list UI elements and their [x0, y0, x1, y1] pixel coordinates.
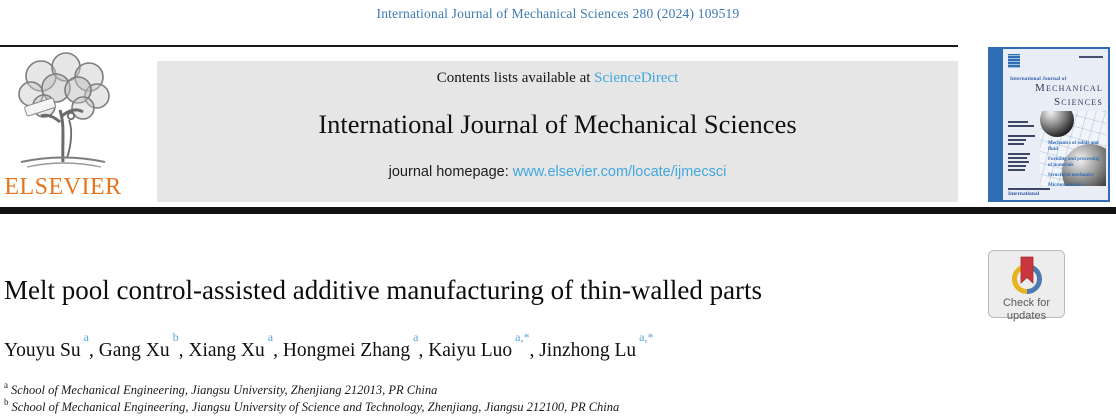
affiliation-text: School of Mechanical Engineering, Jiangsu University, Zhenjiang 212013, PR China	[11, 383, 438, 398]
cover-masthead	[1010, 77, 1103, 110]
author: Youyu Su$^a$,	[4, 330, 99, 361]
cover-topic: Mechanics of solids and fluid	[1048, 141, 1099, 152]
article-title: Melt pool control-assisted additive manufacturing of thin-walled parts	[4, 275, 763, 305]
cover-art	[1040, 111, 1106, 186]
author: Jinzhong $Lu^{a,*}$	[539, 330, 654, 361]
elsevier-wordmark: ELSEVIER	[4, 174, 122, 200]
crossmark-icon	[1008, 256, 1046, 296]
cover-spine-band	[990, 49, 1003, 200]
author: Kaiyu Luo$^{a,*}$,	[428, 330, 540, 361]
author-line	[4, 330, 984, 362]
author: Gang Xu$^b$,	[98, 330, 189, 361]
author-affiliation-sup: a,*	[515, 330, 530, 344]
cover-publisher-mark-icon	[1008, 54, 1020, 68]
author-affiliation-sup: a	[83, 330, 89, 344]
check-for-updates-badge[interactable]	[988, 250, 1065, 322]
cover-masthead-line2: Sciences	[1053, 95, 1103, 108]
affiliation	[4, 398, 1004, 415]
crossmark-label-line1: Check for	[1002, 297, 1051, 309]
homepage-label: journal homepage:	[388, 164, 513, 180]
elsevier-tree-icon	[4, 50, 122, 174]
journal-cover-thumbnail	[988, 47, 1110, 202]
header-bottom-rule	[0, 207, 1116, 214]
header-top-rule	[0, 45, 958, 47]
affiliation-sup: a	[4, 380, 8, 390]
author: Hongmei Zhang$^a$,	[282, 330, 429, 361]
cover-topic: Micromechanics	[1048, 183, 1084, 186]
cover-masthead-top: International Journal of	[1010, 77, 1067, 82]
homepage-line	[157, 164, 958, 180]
cover-issn-line	[1079, 56, 1103, 58]
affiliation	[4, 381, 1004, 398]
homepage-link[interactable]: www.elsevier.com/locate/ijmecsci	[512, 164, 727, 180]
cover-sphere-top	[1040, 111, 1074, 137]
cover-masthead-line1: Mechanical	[1035, 82, 1103, 94]
crossmark-label-line2: updates	[1006, 309, 1047, 322]
affiliation-list	[4, 381, 1004, 415]
author-affiliation-sup: a	[413, 330, 419, 344]
cover-topic: Structural mechanics	[1048, 173, 1094, 178]
cover-topic: Forming and processing of materials	[1048, 157, 1100, 168]
affiliation-sup: b	[4, 396, 9, 407]
cover-footer	[1008, 188, 1050, 197]
author-affiliation-sup: a,*	[639, 330, 654, 344]
author: Xiang Xu$^a$,	[188, 330, 283, 361]
author-affiliation-sup: b	[172, 330, 179, 344]
cover-editor-list	[1008, 121, 1036, 173]
sciencedirect-link[interactable]: ScienceDirect	[594, 70, 679, 86]
contents-line	[157, 70, 958, 87]
cover-footer-label: International	[1008, 191, 1040, 197]
elsevier-logo	[4, 50, 122, 205]
journal-title: International Journal of Mechanical Sciences	[318, 109, 797, 139]
cover-topic-list	[1048, 141, 1104, 186]
affiliation-text: School of Mechanical Engineering, Jiangsu University of Science and Technology, Zhenjiang, Jiangsu 212100, PR China	[11, 400, 620, 415]
journal-citation: International Journal of Mechanical Sciences 280 (2024) 109519	[376, 6, 740, 21]
contents-line-text: Contents lists available at	[436, 70, 595, 86]
journal-banner	[157, 61, 958, 202]
author-affiliation-sup: a	[267, 330, 274, 344]
